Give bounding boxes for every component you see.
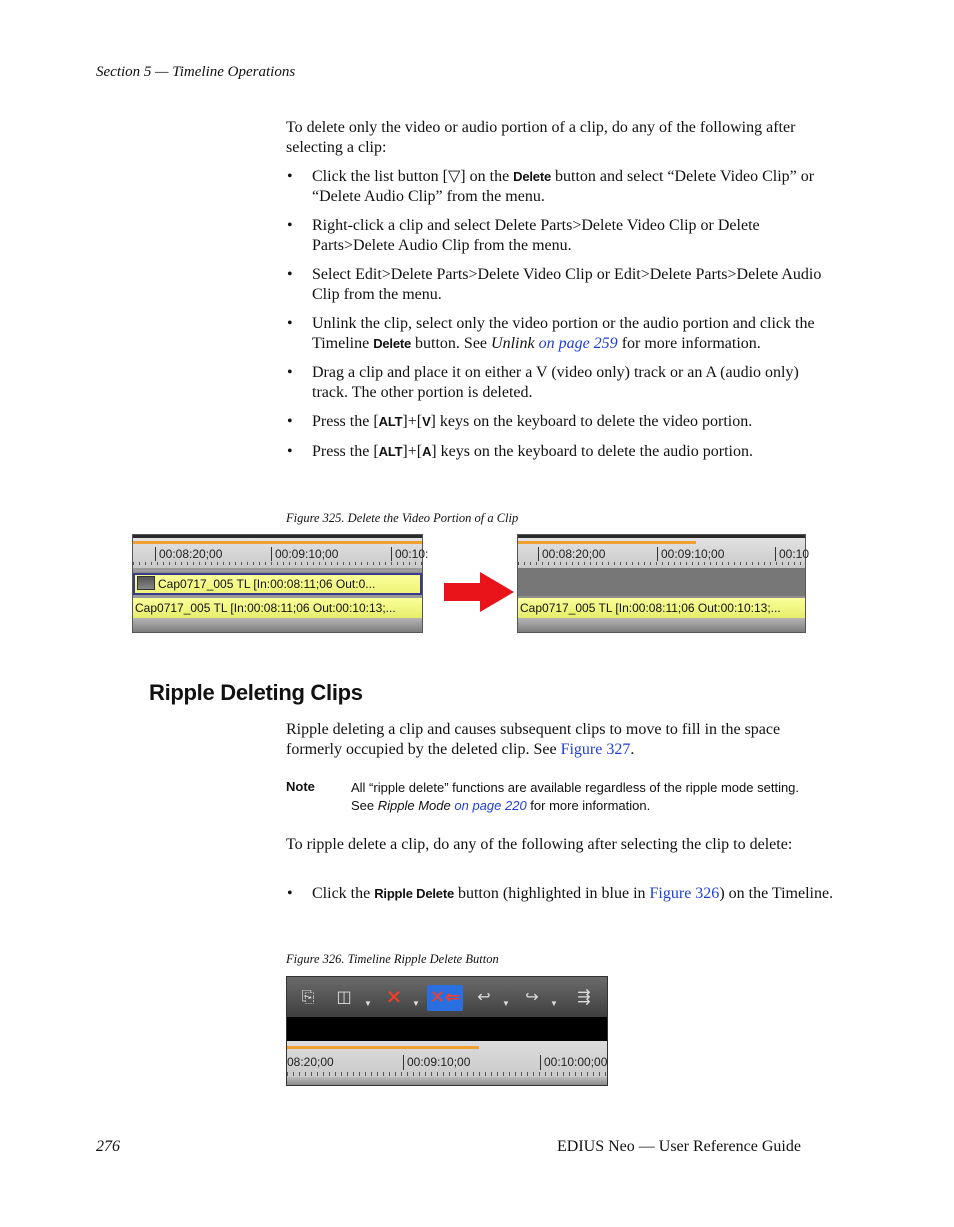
ripple-delete-icon[interactable]: ✕⇐	[427, 985, 463, 1011]
clip-thumbnail-icon	[137, 576, 155, 590]
chevron-down-icon[interactable]: ▼	[364, 999, 372, 1008]
ripple-paragraph-2: To ripple delete a clip, do any of the following after selecting the clip to delete:	[286, 836, 793, 853]
chevron-down-icon[interactable]: ▼	[550, 999, 558, 1008]
audio-clip[interactable]: Cap0717_005 TL [In:00:08:11;06 Out:00:10:13;...	[518, 598, 805, 618]
page-number: 276	[96, 1138, 120, 1155]
ui-term: Delete	[513, 169, 551, 184]
list-item: • Right-click a clip and select Delete Parts>Delete Video Clip or Delete Parts>Delete Audio Clip from the menu.	[286, 216, 834, 255]
delete-icon[interactable]: ✕	[385, 987, 403, 1009]
note-label: Note	[286, 779, 315, 794]
undo-icon[interactable]: ↩	[477, 989, 491, 1006]
chevron-down-icon[interactable]: ▼	[412, 999, 420, 1008]
list-item: • Drag a clip and place it on either a V (video only) track or an A (audio only) track. The other portion is deleted.	[286, 363, 834, 402]
ripple-options-list	[286, 884, 834, 914]
timeline-before-screenshot	[132, 534, 429, 633]
empty-video-track	[518, 568, 805, 596]
list-item: • Unlink the clip, select only the video portion or the audio portion and click the Timeline Delete button. See Unlink on page 259 for more information.	[286, 314, 834, 353]
note-text: All “ripple delete” functions are available regardless of the ripple mode setting. See Ripple Mode on page 220 for more information.	[351, 780, 800, 813]
intro-text: To delete only the video or audio portion of a clip, do any of the following after selecting a clip:	[286, 119, 796, 156]
sequence-settings-icon[interactable]: ⇶	[577, 989, 591, 1006]
section-heading: Ripple Deleting Clips	[149, 680, 363, 705]
ui-term: Ripple Delete	[374, 886, 454, 901]
timeline-after-screenshot	[517, 534, 810, 633]
redo-icon[interactable]: ↪	[525, 989, 539, 1006]
ui-term: Delete	[373, 335, 412, 351]
timecode-ruler: 08:20;00 00:09:10;00 00:10:00;00	[287, 1041, 607, 1085]
running-header: Section 5 — Timeline Operations	[96, 64, 296, 80]
figure-link[interactable]: Figure 327	[560, 740, 631, 758]
chevron-down-icon[interactable]: ▼	[502, 999, 510, 1008]
cross-reference: Ripple Mode	[377, 798, 451, 813]
audio-clip[interactable]: Cap0717_005 TL [In:00:08:11;06 Out:00:10:13;...	[133, 598, 422, 618]
ripple-paragraph: Ripple deleting a clip and causes subsequent clips to move to fill in the space formerly occupied by the deleted clip. See Figure 327.	[286, 721, 781, 758]
figure-325-caption: Figure 325. Delete the Video Portion of a Clip	[286, 511, 519, 525]
arrow-right-icon	[444, 570, 516, 614]
timeline-toolbar-screenshot	[286, 976, 608, 1086]
footer-guide-title: EDIUS Neo — User Reference Guide	[557, 1138, 801, 1155]
timecode-ruler: 00:08:20;00 00:09:10;00 00:10	[518, 538, 805, 568]
page-link[interactable]: on page 220	[454, 798, 527, 813]
list-item: • Press the [ALT]+[V] keys on the keyboard to delete the video portion.	[286, 412, 834, 432]
figure-326-caption: Figure 326. Timeline Ripple Delete Button	[286, 952, 499, 966]
list-item: • Press the [ALT]+[A] keys on the keyboard to delete the audio portion.	[286, 442, 834, 462]
cross-reference: Unlink	[491, 334, 535, 352]
figure-link[interactable]: Figure 326	[649, 885, 720, 902]
timecode-ruler: 00:08:20;00 00:09:10;00 00:10:	[133, 538, 422, 568]
intro-paragraph	[286, 118, 834, 157]
insert-icon[interactable]: ◫	[336, 989, 352, 1006]
paste-icon[interactable]: ⎘	[301, 989, 315, 1006]
page-link[interactable]: on page 259	[538, 334, 618, 352]
list-item: • Click the list button [▽] on the Delete button and select “Delete Video Clip” or “Delete Audio Clip” from the menu.	[286, 167, 834, 206]
list-item: • Select Edit>Delete Parts>Delete Video Clip or Edit>Delete Parts>Delete Audio Clip from the menu.	[286, 265, 834, 304]
list-item: • Click the Ripple Delete button (highlighted in blue in Figure 326) on the Timeline.	[286, 884, 834, 904]
video-clip-selected[interactable]: Cap0717_005 TL [In:00:08:11;06 Out:0...	[133, 573, 422, 595]
delete-options-list	[286, 167, 834, 471]
